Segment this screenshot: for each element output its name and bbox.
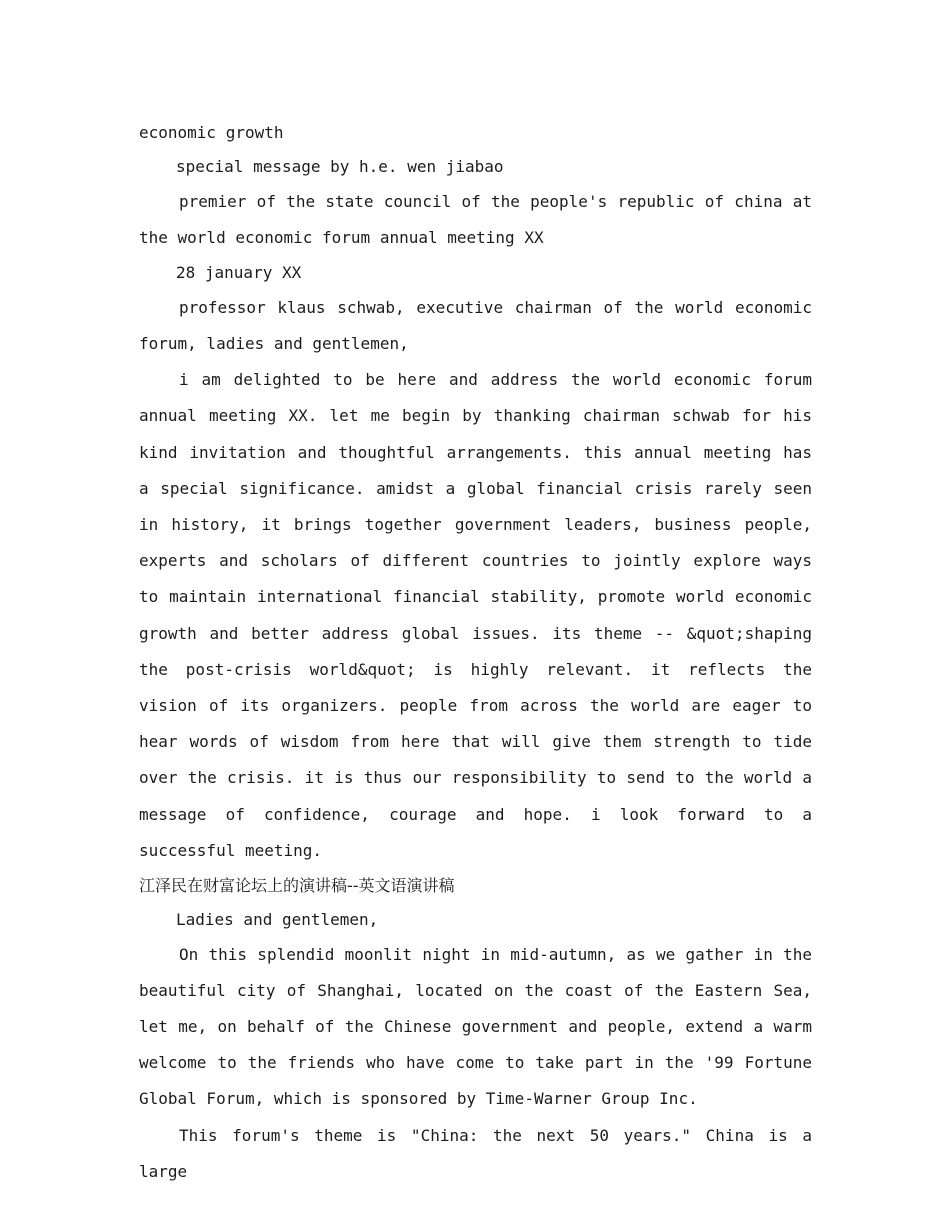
section-title: economic growth — [139, 123, 284, 142]
speech-date: 28 january XX — [176, 263, 302, 282]
speech-body-paragraph: On this splendid moonlit night in mid-autumn, as we gather in the beautiful city of Shanghai, located on the coast of the Eastern Sea, let me, on behalf of the Chinese government and people, extend a warm welcome to the friends who have come to take part in the '99 Fortune Global Forum, which is sponsored by Time-Warner Group Inc. — [139, 944, 812, 1109]
speaker-role: premier of the state council of the people's republic of china at the world economic forum annual meeting XX — [139, 191, 812, 247]
section-title: 江泽民在财富论坛上的演讲稿--英文语演讲稿 — [139, 876, 455, 896]
document-content — [139, 116, 812, 1190]
speech-byline: special message by h.e. wen jiabao — [176, 156, 504, 176]
speech-salutation: Ladies and gentlemen, — [176, 909, 379, 929]
speech-body-paragraph: This forum's theme is "China: the next 50 years." China is a large — [139, 1125, 812, 1181]
speech-body-paragraph: i am delighted to be here and address the world economic forum annual meeting XX. let me begin by thanking chairman schwab for his kind invitation and thoughtful arrangements. this annual meeting has a special significance. amidst a global financial crisis rarely seen in history, it brings together government leaders, business people, experts and scholars of different countries to jointly explore ways to maintain international financial stability, promote world economic growth and better address global issues. its theme -- &quot;shaping the post-crisis world&quot; is highly relevant. it reflects the vision of its organizers. people from across the world are eager to hear words of wisdom from here that will give them strength to tide over the crisis. it is thus our responsibility to send to the world a message of confidence, courage and hope. i look forward to a successful meeting. — [139, 370, 812, 860]
speech-salutation: professor klaus schwab, executive chairman of the world economic forum, ladies and gentlemen, — [139, 297, 812, 353]
